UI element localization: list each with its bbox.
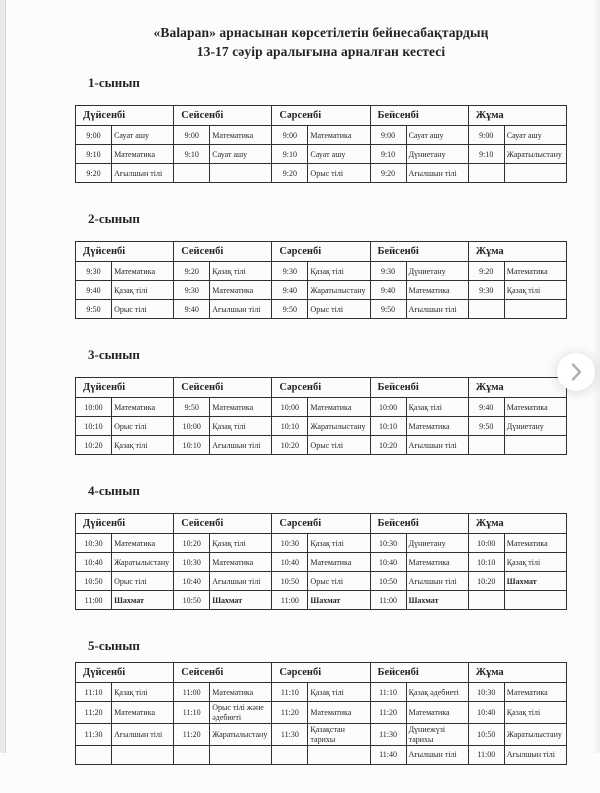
- lesson-subject: Қазақ әдебиеті: [406, 683, 468, 702]
- lesson-subject: Математика: [308, 398, 370, 417]
- schedule-row: [76, 683, 567, 702]
- lesson-time: 11:20: [272, 702, 308, 724]
- lesson-time: 11:00: [174, 683, 210, 702]
- lesson-subject: [504, 591, 566, 610]
- schedule-row: [76, 702, 567, 724]
- day-header: Сейсенбі: [174, 378, 272, 398]
- lesson-subject: Сауат ашу: [504, 126, 566, 145]
- lesson-time: 9:30: [272, 262, 308, 281]
- lesson-time: 9:00: [174, 126, 210, 145]
- lesson-subject: Дүниетану: [504, 417, 566, 436]
- lesson-subject: Математика: [504, 683, 566, 702]
- lesson-time: 11:00: [272, 591, 308, 610]
- lesson-time: 10:10: [76, 417, 112, 436]
- lesson-time: 10:20: [468, 572, 504, 591]
- lesson-time: 9:30: [174, 281, 210, 300]
- lesson-subject: Математика: [406, 702, 468, 724]
- grade-section-5: [75, 638, 567, 765]
- lesson-time: 9:10: [370, 145, 406, 164]
- lesson-time: 11:20: [174, 724, 210, 746]
- lesson-time: 10:10: [174, 436, 210, 455]
- day-header: Сейсенбі: [174, 242, 272, 262]
- lesson-subject: Ағылшын тілі: [406, 300, 468, 319]
- lesson-subject: Математика: [112, 262, 174, 281]
- lesson-time: 9:30: [468, 281, 504, 300]
- lesson-time: 10:30: [76, 534, 112, 553]
- lesson-subject: [504, 300, 566, 319]
- day-header: Жұма: [468, 663, 566, 683]
- schedule-table: [75, 241, 567, 319]
- lesson-subject: Ағылшын тілі: [112, 164, 174, 183]
- grade-heading: 3-сынып: [88, 347, 140, 363]
- lesson-time: 11:00: [76, 591, 112, 610]
- lesson-subject: Ағылшын тілі: [112, 724, 174, 746]
- lesson-subject: Орыс тілі: [308, 300, 370, 319]
- schedule-row: [76, 746, 567, 765]
- lesson-subject: Қазақ тілі: [504, 281, 566, 300]
- lesson-time: 10:50: [174, 591, 210, 610]
- lesson-time: 9:40: [272, 281, 308, 300]
- lesson-subject: Жаратылыстану: [504, 145, 566, 164]
- grade-heading: 2-сынып: [88, 211, 140, 227]
- lesson-subject: Қазақ тілі: [504, 702, 566, 724]
- lesson-time: 10:10: [370, 417, 406, 436]
- grade-section-3: [75, 347, 567, 455]
- lesson-time: 9:10: [468, 145, 504, 164]
- lesson-time: 10:50: [272, 572, 308, 591]
- lesson-time: 10:00: [370, 398, 406, 417]
- day-header: Жұма: [468, 106, 566, 126]
- document-content: [75, 24, 567, 793]
- day-header: Дүйсенбі: [76, 242, 174, 262]
- day-header: Бейсенбі: [370, 106, 468, 126]
- lesson-subject: Сауат ашу: [308, 145, 370, 164]
- lesson-time: 9:10: [272, 145, 308, 164]
- day-header: Бейсенбі: [370, 514, 468, 534]
- day-header: Сәрсенбі: [272, 514, 370, 534]
- lesson-subject: Орыс тілі: [112, 300, 174, 319]
- schedule-row: [76, 553, 567, 572]
- lesson-time: 11:10: [76, 683, 112, 702]
- lesson-time: 11:20: [76, 702, 112, 724]
- grade-section-2: [75, 211, 567, 319]
- lesson-time: 11:00: [468, 746, 504, 765]
- lesson-time: 11:10: [174, 702, 210, 724]
- lesson-subject: [504, 436, 566, 455]
- lesson-time: 9:50: [174, 398, 210, 417]
- lesson-time: 10:30: [370, 534, 406, 553]
- lesson-subject: [112, 746, 174, 765]
- day-header: Дүйсенбі: [76, 378, 174, 398]
- lesson-time: 9:30: [370, 262, 406, 281]
- day-header: Бейсенбі: [370, 663, 468, 683]
- grade-section-4: [75, 483, 567, 610]
- lesson-subject: Математика: [504, 398, 566, 417]
- day-header: Сейсенбі: [174, 663, 272, 683]
- lesson-time: 11:10: [272, 683, 308, 702]
- lesson-subject: Қазақ тілі: [406, 398, 468, 417]
- lesson-time: 10:20: [174, 534, 210, 553]
- schedule-table: [75, 513, 567, 610]
- schedule-row: [76, 262, 567, 281]
- lesson-subject: Математика: [308, 702, 370, 724]
- schedule-row: [76, 164, 567, 183]
- lesson-subject: Қазақ тілі: [112, 436, 174, 455]
- schedule-table: [75, 662, 567, 765]
- lesson-subject: Математика: [210, 126, 272, 145]
- lesson-time: [468, 436, 504, 455]
- lesson-time: 10:20: [370, 436, 406, 455]
- lesson-subject: Математика: [406, 417, 468, 436]
- lesson-time: 10:20: [272, 436, 308, 455]
- lesson-subject: Математика: [504, 262, 566, 281]
- lesson-time: 11:30: [272, 724, 308, 746]
- lesson-time: 10:50: [370, 572, 406, 591]
- lesson-time: 9:50: [272, 300, 308, 319]
- lesson-subject: Математика: [210, 398, 272, 417]
- day-header: Сейсенбі: [174, 514, 272, 534]
- lesson-time: 11:00: [370, 591, 406, 610]
- lesson-time: 10:50: [76, 572, 112, 591]
- day-header: Сәрсенбі: [272, 242, 370, 262]
- lesson-time: 9:20: [468, 262, 504, 281]
- schedule-table: [75, 105, 567, 183]
- lesson-subject: Математика: [308, 126, 370, 145]
- lesson-subject: Математика: [112, 398, 174, 417]
- lesson-time: [468, 300, 504, 319]
- lesson-time: 9:50: [76, 300, 112, 319]
- lesson-subject: Ағылшын тілі: [504, 746, 566, 765]
- grade-heading: 1-сынып: [88, 75, 140, 91]
- day-header: Дүйсенбі: [76, 106, 174, 126]
- lesson-subject: Сауат ашу: [406, 126, 468, 145]
- lesson-time: 11:40: [370, 746, 406, 765]
- document-title-line1: «Balapan» арнасынан көрсетілетін бейнесабақтардың: [153, 25, 489, 40]
- lesson-time: 10:30: [174, 553, 210, 572]
- document-title-line2: 13-17 сәуір аралығына арналған кестесі: [196, 43, 446, 59]
- lesson-subject: Шахмат: [504, 572, 566, 591]
- lesson-time: [76, 746, 112, 765]
- lesson-time: 9:30: [76, 262, 112, 281]
- lesson-subject: Орыс тілі және әдебиеті: [210, 702, 272, 724]
- lesson-subject: Орыс тілі: [308, 572, 370, 591]
- lesson-subject: Жаратылыстану: [210, 724, 272, 746]
- day-header: Бейсенбі: [370, 242, 468, 262]
- schedule-row: [76, 724, 567, 746]
- lesson-time: 11:30: [76, 724, 112, 746]
- lesson-subject: Жаратылыстану: [308, 417, 370, 436]
- lesson-subject: Математика: [210, 683, 272, 702]
- lesson-subject: Орыс тілі: [112, 572, 174, 591]
- lesson-subject: Сауат ашу: [112, 126, 174, 145]
- lesson-time: 9:00: [468, 126, 504, 145]
- lesson-subject: Орыс тілі: [308, 436, 370, 455]
- schedule-row: [76, 572, 567, 591]
- lesson-time: 9:10: [174, 145, 210, 164]
- lesson-time: 10:40: [272, 553, 308, 572]
- schedule-table: [75, 377, 567, 455]
- lesson-time: 10:00: [272, 398, 308, 417]
- day-header: Дүйсенбі: [76, 663, 174, 683]
- lesson-subject: Ағылшын тілі: [406, 746, 468, 765]
- lesson-subject: Орыс тілі: [112, 417, 174, 436]
- lesson-subject: [308, 746, 370, 765]
- lesson-time: [174, 164, 210, 183]
- lesson-time: 10:20: [76, 436, 112, 455]
- lesson-time: 9:00: [76, 126, 112, 145]
- day-header: Жұма: [468, 378, 566, 398]
- lesson-subject: Математика: [112, 534, 174, 553]
- lesson-subject: Қазақстан тарихы: [308, 724, 370, 746]
- day-header: Жұма: [468, 514, 566, 534]
- lesson-subject: Ағылшын тілі: [406, 572, 468, 591]
- lesson-time: 9:40: [76, 281, 112, 300]
- lesson-subject: Шахмат: [308, 591, 370, 610]
- lesson-subject: Дүниетану: [406, 534, 468, 553]
- lesson-time: 10:30: [468, 683, 504, 702]
- lesson-time: 9:20: [76, 164, 112, 183]
- lesson-time: [272, 746, 308, 765]
- lesson-subject: [210, 746, 272, 765]
- lesson-time: 10:40: [370, 553, 406, 572]
- day-header: Сәрсенбі: [272, 378, 370, 398]
- lesson-subject: Ағылшын тілі: [406, 436, 468, 455]
- chevron-right-icon: [570, 363, 583, 381]
- schedule-row: [76, 417, 567, 436]
- lesson-subject: Математика: [406, 553, 468, 572]
- lesson-time: 10:10: [468, 553, 504, 572]
- grade-heading: 5-сынып: [88, 638, 140, 654]
- lesson-subject: Жаратылыстану: [504, 724, 566, 746]
- schedule-row: [76, 534, 567, 553]
- lesson-subject: Қазақ тілі: [308, 683, 370, 702]
- lesson-subject: Ағылшын тілі: [210, 436, 272, 455]
- lesson-time: 9:20: [272, 164, 308, 183]
- grade-section-1: [75, 75, 567, 183]
- schedule-row: [76, 145, 567, 164]
- lesson-subject: Қазақ тілі: [308, 262, 370, 281]
- schedule-row: [76, 126, 567, 145]
- lesson-time: 9:50: [370, 300, 406, 319]
- lesson-time: 10:40: [174, 572, 210, 591]
- lesson-subject: Қазақ тілі: [210, 417, 272, 436]
- lesson-time: 9:20: [174, 262, 210, 281]
- lesson-subject: Қазақ тілі: [504, 553, 566, 572]
- carousel-next-button[interactable]: [557, 353, 595, 391]
- lesson-time: [174, 746, 210, 765]
- lesson-time: 9:10: [76, 145, 112, 164]
- lesson-subject: Орыс тілі: [308, 164, 370, 183]
- lesson-time: 10:40: [468, 702, 504, 724]
- grade-heading: 4-сынып: [88, 483, 140, 499]
- day-header: Сейсенбі: [174, 106, 272, 126]
- day-header: Сәрсенбі: [272, 106, 370, 126]
- lesson-subject: Қазақ тілі: [210, 534, 272, 553]
- lesson-subject: Қазақ тілі: [210, 262, 272, 281]
- schedule-row: [76, 300, 567, 319]
- lesson-subject: Жаратылыстану: [112, 553, 174, 572]
- lesson-subject: Математика: [406, 281, 468, 300]
- lesson-subject: Математика: [308, 553, 370, 572]
- photo-left-edge: [0, 0, 6, 753]
- lesson-subject: Математика: [112, 145, 174, 164]
- lesson-subject: Қазақ тілі: [112, 281, 174, 300]
- lesson-subject: [504, 164, 566, 183]
- lesson-time: 10:00: [76, 398, 112, 417]
- lesson-time: 9:00: [272, 126, 308, 145]
- lesson-subject: Дүниежүзі тарихы: [406, 724, 468, 746]
- lesson-subject: Ағылшын тілі: [406, 164, 468, 183]
- lesson-time: 10:00: [174, 417, 210, 436]
- lesson-time: 10:50: [468, 724, 504, 746]
- lesson-subject: Математика: [112, 702, 174, 724]
- lesson-time: 11:30: [370, 724, 406, 746]
- schedule-row: [76, 281, 567, 300]
- lesson-time: 9:50: [468, 417, 504, 436]
- lesson-time: 9:40: [468, 398, 504, 417]
- lesson-subject: Қазақ тілі: [112, 683, 174, 702]
- lesson-time: 10:10: [272, 417, 308, 436]
- lesson-subject: Шахмат: [112, 591, 174, 610]
- lesson-subject: Жаратылыстану: [308, 281, 370, 300]
- lesson-subject: Шахмат: [406, 591, 468, 610]
- document-title: [75, 24, 567, 61]
- lesson-subject: Шахмат: [210, 591, 272, 610]
- lesson-time: [468, 164, 504, 183]
- lesson-subject: Ағылшын тілі: [210, 300, 272, 319]
- schedule-row: [76, 591, 567, 610]
- lesson-subject: Дүниетану: [406, 145, 468, 164]
- lesson-subject: Математика: [504, 534, 566, 553]
- lesson-time: 10:30: [272, 534, 308, 553]
- lesson-subject: Математика: [210, 281, 272, 300]
- lesson-time: 10:00: [468, 534, 504, 553]
- lesson-time: 11:20: [370, 702, 406, 724]
- lesson-subject: Қазақ тілі: [308, 534, 370, 553]
- day-header: Бейсенбі: [370, 378, 468, 398]
- lesson-time: [468, 591, 504, 610]
- lesson-subject: Дүниетану: [406, 262, 468, 281]
- schedule-row: [76, 436, 567, 455]
- lesson-time: 10:40: [76, 553, 112, 572]
- lesson-time: 9:40: [174, 300, 210, 319]
- day-header: Сәрсенбі: [272, 663, 370, 683]
- lesson-subject: Математика: [210, 553, 272, 572]
- lesson-time: 9:40: [370, 281, 406, 300]
- day-header: Жұма: [468, 242, 566, 262]
- lesson-subject: Ағылшын тілі: [210, 572, 272, 591]
- lesson-time: 11:10: [370, 683, 406, 702]
- day-header: Дүйсенбі: [76, 514, 174, 534]
- lesson-subject: [210, 164, 272, 183]
- lesson-subject: Сауат ашу: [210, 145, 272, 164]
- lesson-time: 9:00: [370, 126, 406, 145]
- schedule-row: [76, 398, 567, 417]
- lesson-time: 9:20: [370, 164, 406, 183]
